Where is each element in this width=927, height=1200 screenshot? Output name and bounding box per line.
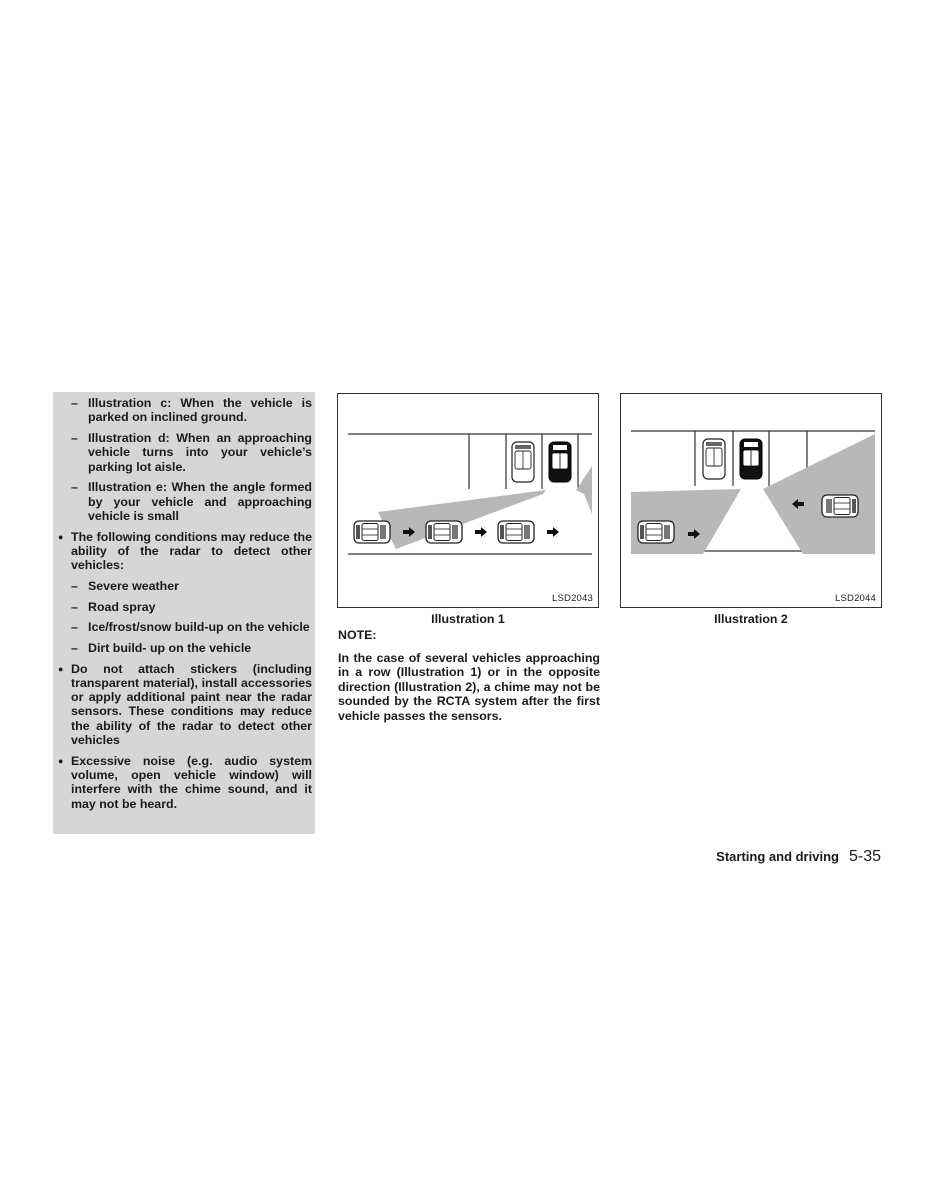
list-item: – Severe weather bbox=[57, 579, 312, 593]
illustration-2 bbox=[620, 393, 882, 608]
figure-caption: Illustration 2 bbox=[714, 612, 788, 626]
list-item: – Ice/frost/snow build-up on the vehicle bbox=[57, 620, 312, 634]
list-item: – Road spray bbox=[57, 600, 312, 614]
note-text: In the case of several vehicles approaching in a row (Illustration 1) or in the opposite direction (Illustration 2), a chime may not be sounded by the RCTA system after the first vehicle passes the sensors. bbox=[338, 651, 600, 723]
figure-caption: Illustration 1 bbox=[431, 612, 505, 626]
illustration-1 bbox=[337, 393, 599, 608]
list-item: – Illustration c: When the vehicle is parked on inclined ground. bbox=[57, 396, 312, 425]
warning-box bbox=[53, 392, 315, 834]
list-item: ● The following conditions may reduce the ability of the radar to detect other vehicles: bbox=[57, 530, 312, 573]
figure-code: LSD2044 bbox=[834, 593, 876, 604]
section-title: Starting and driving bbox=[716, 849, 839, 864]
page-number: 5-35 bbox=[848, 848, 881, 865]
figure-code: LSD2043 bbox=[551, 593, 593, 604]
note-heading: NOTE: bbox=[338, 628, 377, 642]
list-item: – Dirt build- up on the vehicle bbox=[57, 641, 312, 655]
warning-list bbox=[57, 396, 312, 811]
list-item: ● Do not attach stickers (including transparent material), install accessories or apply additional paint near the radar sensors. These conditions may reduce the ability of the radar to detect other vehicles bbox=[57, 662, 312, 748]
list-item: ● Excessive noise (e.g. audio system volume, open vehicle window) will interfere with the chime sound, and it may not be heard. bbox=[57, 754, 312, 811]
list-item: – Illustration e: When the angle formed by your vehicle and approaching vehicle is small bbox=[57, 480, 312, 523]
list-item: – Illustration d: When an approaching vehicle turns into your vehicle’s parking lot aisle. bbox=[57, 431, 312, 474]
page-footer bbox=[716, 848, 881, 866]
illustration-2-drawing bbox=[621, 394, 881, 607]
illustration-1-drawing bbox=[338, 394, 598, 607]
